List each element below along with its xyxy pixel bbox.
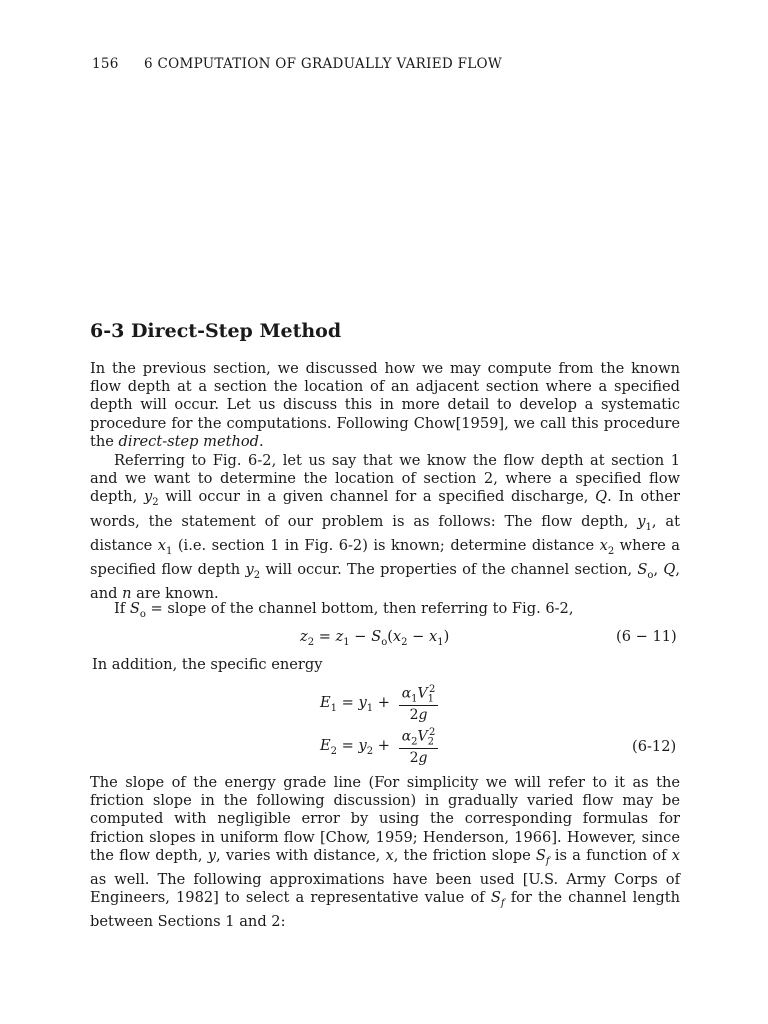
p5-tail: for the channel length between Sections 1 and 2: <box>90 889 680 931</box>
p3-end: = slope of the channel bottom, then referring to Fig. 6-2, <box>145 600 574 617</box>
paragraph-1-term: direct-step method <box>118 432 259 450</box>
equation-number-6-12: (6-12) <box>632 738 677 755</box>
p2-part6: where a specified flow depth <box>90 536 680 578</box>
p2-part5: (i.e. section 1 in Fig. 6-2) is known; determine distance <box>172 536 600 554</box>
paragraph-5: The slope of the energy grade line (For simplicity we will refer to it as the friction slope in the following discussion) in gradually varied flow may be computed with negligible error by using the corresponding formulas for friction slopes in uniform flow [Chow, 1959; Henderson, 1966]. However, since the flow depth, y, varies with distance, x, the friction slope $S_f$ is a function of x as well. The following approximations have been used [U.S. Army Corps of Engineers, 1982] to select a representative value of $S_f$ for the channel length between Sections 1 and 2: <box>90 774 680 931</box>
equation-e2: $E_2 = y_2$ + $\frac{\alpha_2V_2^2}{2g}$ <box>320 727 438 766</box>
p2-part7: will occur. The properties of the channel section, <box>260 560 638 578</box>
paragraph-4: In addition, the specific energy <box>92 656 323 673</box>
p5-mid3: is a function of <box>549 846 672 864</box>
p2-part4: , at distance <box>90 512 680 554</box>
p2-part1: Referring to Fig. 6-2, let us say that we know the flow depth at section 1 and we want to determine the location of section 2, where a specified flow depth, <box>90 452 680 506</box>
p3-start: If <box>114 600 130 617</box>
p2-part3: . In other words, the statement of our problem is as follows: The flow depth, <box>90 488 681 530</box>
paragraph-1 <box>90 360 680 451</box>
equation-6-11: $z_2 = z_1 - S_o(x_2 - x_1)$ <box>300 628 450 648</box>
paragraph-1-end: . <box>258 432 264 450</box>
paragraph-2: Referring to Fig. 6-2, let us say that we know the flow depth at section 1 and we want to determine the location of section 2, where a specified flow depth, $y_2$ will occur in a given channel for a specified discharge, Q. In other words, the statement of our problem is as follows: The flow depth, $y_1$, at distance $x_1$ (i.e. section 1 in Fig. 6-2) is known; determine distance $x_2$ where a specified flow depth $y_2$ will occur. The properties of the channel section, $S_o$, Q, and n are known. <box>90 452 681 602</box>
p5-mid2: , the friction slope <box>393 846 536 864</box>
p2-part2: will occur in a given channel for a specified discharge, <box>158 488 596 506</box>
chapter-title: 6 COMPUTATION OF GRADUALLY VARIED FLOW <box>144 56 503 72</box>
figure-space <box>92 90 678 310</box>
equation-e1: $E_1 = y_1$ + $\frac{\alpha_1V_1^2}{2g}$ <box>320 684 438 723</box>
paragraph-3: If $S_o$ = slope of the channel bottom, then referring to Fig. 6-2, <box>114 600 574 620</box>
p2-part9: are known. <box>131 584 219 602</box>
p5-end: as well. The following approximations have been used [U.S. Army Corps of Engineers, 1982] to select a representative value of <box>90 870 680 907</box>
p2-part8: , and <box>90 560 680 602</box>
section-title: 6-3 Direct-Step Method <box>90 320 342 342</box>
running-head <box>92 56 502 72</box>
page-number: 156 <box>92 56 119 72</box>
paragraph-1-text: In the previous section, we discussed how we may compute from the known flow depth at a section the location of an adjacent section where a specified depth will occur. Let us discuss this in more detail to develop a systematic procedure for the computations. Following Chow[1959], we call this procedure the <box>90 360 680 450</box>
p5-start: The slope of the energy grade line (For simplicity we will refer to it as the friction slope in the following discussion) in gradually varied flow may be computed with negligible error by using the corresponding formulas for friction slopes in uniform flow [Chow, 1959; Henderson, 1966]. However, since the flow depth, <box>90 774 680 864</box>
equation-number-6-11: (6 − 11) <box>616 628 677 645</box>
p5-mid1: , varies with distance, <box>215 846 386 864</box>
